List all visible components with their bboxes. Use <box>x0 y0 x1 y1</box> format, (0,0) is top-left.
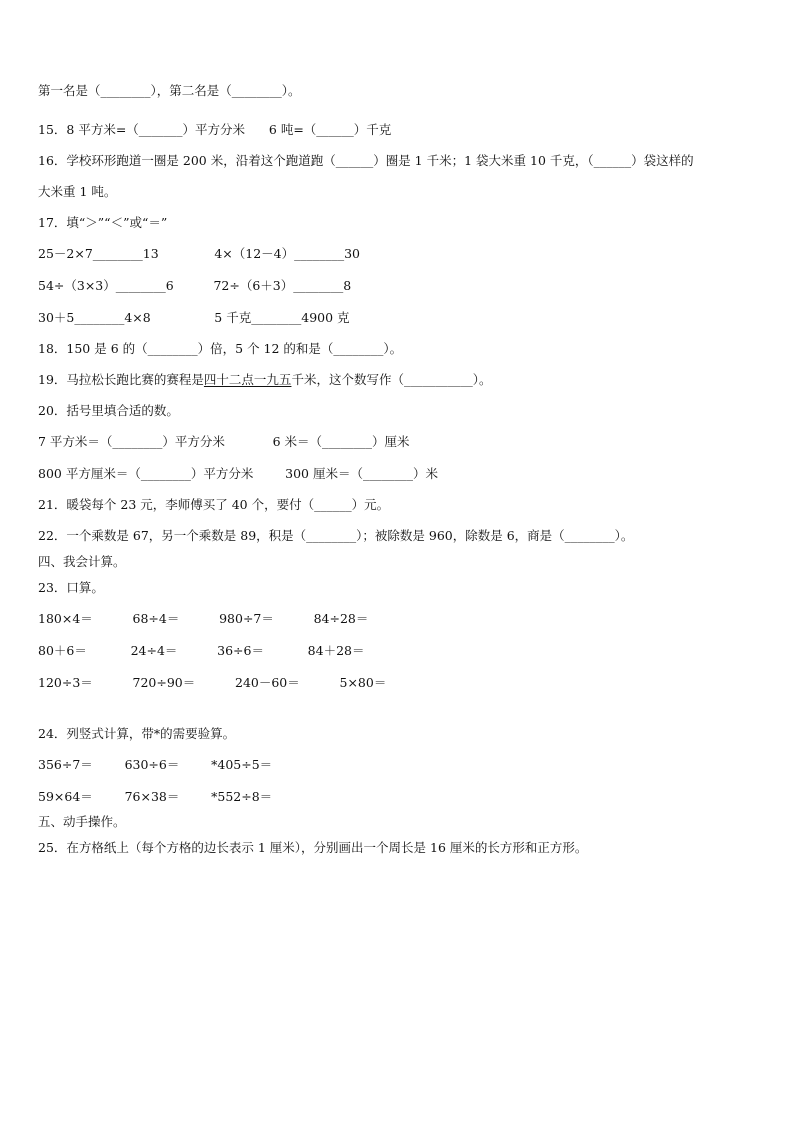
q24-row-1: 356÷7＝ 630÷6＝ *405÷5＝ <box>38 757 273 772</box>
question-16-cont: 大米重 1 吨。 <box>38 184 117 199</box>
question-20: 20．括号里填合适的数。 <box>38 403 179 418</box>
q23-row-2: 80＋6＝ 24÷4＝ 36÷6＝ 84＋28＝ <box>38 643 365 658</box>
question-19 <box>38 372 491 388</box>
q20-row-2: 800 平方厘米＝（________）平方分米 300 厘米＝（________）米 <box>38 466 438 481</box>
line-rank: 第一名是（________），第二名是（________）。 <box>38 83 301 98</box>
q17-row-1: 25－2×7________13 4×（12－4）________30 <box>38 246 361 261</box>
q24-row-2: 59×64＝ 76×38＝ *552÷8＝ <box>38 789 273 804</box>
q23-row-1: 180×4＝ 68÷4＝ 980÷7＝ 84÷28＝ <box>38 611 369 626</box>
q20-row-1: 7 平方米＝（________）平方分米 6 米＝（________）厘米 <box>38 434 410 449</box>
q19-underlined-number: 四十二点一九五 <box>203 372 292 387</box>
q19-text-a: 19．马拉松长跑比赛的赛程是 <box>38 372 204 387</box>
question-22: 22．一个乘数是 67，另一个乘数是 89，积是（________）；被除数是 960，除数是 6，商是（________）。 <box>38 528 634 543</box>
question-17: 17．填“＞”“＜”或“＝” <box>38 215 168 230</box>
q17-row-3: 30＋5________4×8 5 千克________4900 克 <box>38 310 350 325</box>
question-15: 15．8 平方米=（_______）平方分米 6 吨=（______）千克 <box>38 122 392 137</box>
question-18: 18．150 是 6 的（________）倍，5 个 12 的和是（________）。 <box>38 341 403 356</box>
question-24: 24．列竖式计算，带*的需要验算。 <box>38 726 236 741</box>
question-25: 25．在方格纸上（每个方格的边长表示 1 厘米），分别画出一个周长是 16 厘米的长方形和正方形。 <box>38 840 588 855</box>
q17-row-2: 54÷（3×3）________6 72÷（6＋3）________8 <box>38 278 352 293</box>
question-16: 16．学校环形跑道一圈是 200 米，沿着这个跑道跑（______）圈是 1 千米；1 袋大米重 10 千克，（______）袋这样的 <box>38 153 694 168</box>
q23-row-3: 120÷3＝ 720÷90＝ 240－60＝ 5×80＝ <box>38 675 387 690</box>
section-5-heading: 五、动手操作。 <box>38 814 126 829</box>
q19-text-b: 千米，这个数写作（___________）。 <box>291 372 492 387</box>
section-4-heading: 四、我会计算。 <box>38 554 126 569</box>
question-23: 23．口算。 <box>38 580 104 595</box>
question-21: 21．暖袋每个 23 元，李师傅买了 40 个，要付（______）元。 <box>38 497 390 512</box>
